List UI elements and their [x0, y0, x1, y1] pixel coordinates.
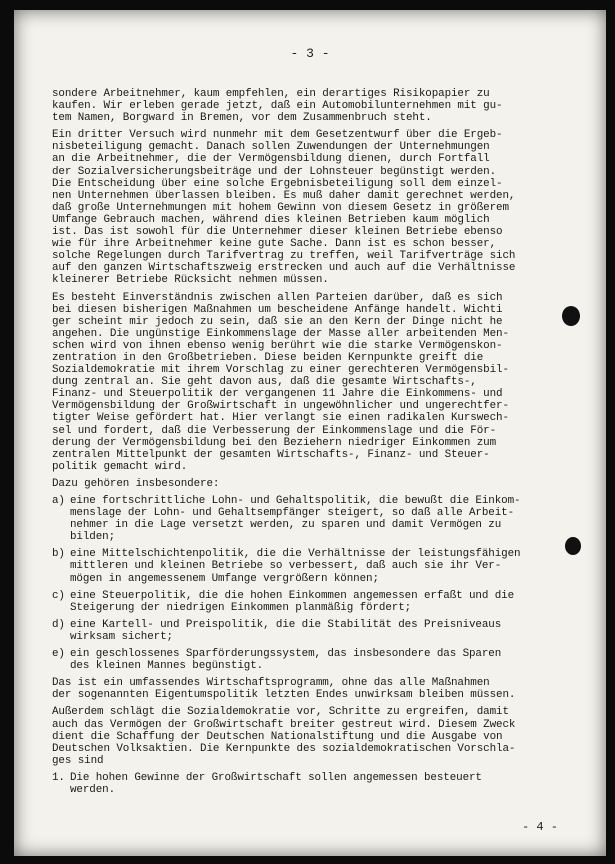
punch-hole-mark	[562, 306, 580, 326]
list-item-a	[52, 495, 588, 543]
page-number: - 3 -	[290, 46, 330, 61]
list-intro: Dazu gehören insbesondere:	[52, 477, 220, 490]
list-item-e	[52, 648, 588, 672]
punch-hole-mark	[565, 537, 581, 555]
list-item-text: eine Kartell- und Preispolitik, die die Stabilität des Preisniveaus wirksam sichert;	[70, 618, 502, 643]
paragraph-5: Außerdem schlägt die Sozialdemokratie vor, Schritte zu ergreifen, damit auch das Vermögen der Großwirtschaft breiter gestreut wird. Diesem Zweck dient die Schaffung der Deutschen Nationalstiftung und die Ausgabe von Deutschen Volksaktien. Die Kernpunkte des sozialdemokratischen Vorschla- ges sind	[52, 706, 516, 767]
list-item-b	[52, 548, 588, 584]
document-page	[14, 10, 606, 856]
list-marker: b)	[52, 548, 65, 561]
paragraph-3: Es besteht Einverständnis zwischen allen Parteien darüber, daß es sich bei diesen bisherigen Maßnahmen um bescheidene Anfänge handelt. Wichti ger scheint mir jedoch zu sein, daß sie an den Kern der Dinge nicht he angehen. Die ungünstige Einkommenslage der Masse aller arbeitenden Men- schen wird von ihnen ebenso wenig berührt wie die starke Vermögenskon- zentration in den Großbetrieben. Diese beiden Kernpunkte greift die Sozialdemokratie mit ihrem Vorschlag zu einer gerechteren Vermögensbil- dung zentral an. Sie geht davon aus, daß die gesamte Wirtschafts-, Finanz- und Steuerpolitik der vergangenen 11 Jahre die Einkommens- und Vermögensbildung der Großwirtschaft in ungewöhnlicher und ungerechtfer- tigter Weise gefördert hat. Hier verlangt sie einen radikalen Kurswech- sel und fordert, daß die Verbesserung der Einkommenslage und die För- derung der Vermögensbildung bei den Beziehern niedriger Einkommen zum zentralen Mittelpunkt der gesamten Wirtschafts-, Finanz- und Steuer- politik gemacht wird.	[52, 291, 509, 473]
list-marker: c)	[52, 589, 65, 602]
paragraph-2: Ein dritter Versuch wird nunmehr mit dem Gesetzentwurf über die Ergeb- nisbeteiligung gemacht. Danach sollen Zuwendungen der Unternehmungen an die Arbeitnehmer, die der Vermögensbildung dienen, durch Fortfall der Sozialversicherungsbeiträge und der Lohnsteuer begünstigt werden. Die Entscheidung über eine solche Ergebnisbeteiligung soll dem einzel- nen Unternehmen überlassen bleiben. Es muß daher damit gerechnet werden, daß große Unternehmungen mit hohem Gewinn von diesem Gesetz in größerem Umfange Gebrauch machen, während dies kleinen Betrieben kaum möglich ist. Das ist sowohl für die Unternehmer dieser kleinen Betriebe ebenso wie für ihre Arbeitnehmer keine gute Sache. Dann ist es schon besser, solche Regelungen durch Tarifvertrag zu treffen, weil Tarifverträge sich auf den ganzen Wirtschaftszweig erstrecken und auch auf die Verhältnisse kleinerer Betriebe Rücksicht nehmen müssen.	[52, 129, 516, 287]
document-body	[52, 88, 588, 801]
list-marker: 1.	[52, 771, 65, 784]
list-item-c	[52, 590, 588, 614]
list-item-text: Die hohen Gewinne der Großwirtschaft sollen angemessen besteuert werden.	[70, 771, 482, 796]
list-item-text: eine Mittelschichtenpolitik, die die Verhältnisse der leistungsfähigen mittleren und kleinen Betriebe so verbessert, daß auch sie ihr Ver- mögen in angemessenem Umfange vergrößern können;	[70, 548, 521, 585]
list-item-text: eine Steuerpolitik, die die hohen Einkommen angemessen erfaßt und die Steigerung der niedrigen Einkommen planmäßig fördert;	[70, 589, 515, 614]
list-marker: a)	[52, 495, 65, 507]
list-marker: d)	[52, 618, 65, 631]
list-item-text: ein geschlossenes Sparförderungssystem, das insbesondere das Sparen des kleinen Mannes begünstigt.	[70, 648, 502, 673]
next-page-marker: - 4 -	[521, 820, 558, 834]
paragraph-1: sondere Arbeitnehmer, kaum empfehlen, ein derartiges Risikopapier zu kaufen. Wir erleben gerade jetzt, daß ein Automobilunternehmen mit gu- tem Namen, Borgward in Bremen, vor dem Zusammenbruch steht.	[52, 88, 503, 125]
list-item-d	[52, 619, 588, 643]
list-marker: e)	[52, 648, 65, 661]
numbered-item-1	[52, 772, 588, 796]
list-item-text: eine fortschrittliche Lohn- und Gehaltspolitik, die bewußt die Einkom- menslage der Lohn- und Gehaltsempfänger steigert, so daß alle Arbeit- nehmer in die Lage versetzt werden, zu sparen und damit Vermögen zu bilden;	[70, 495, 521, 544]
paragraph-4: Das ist ein umfassendes Wirtschaftsprogramm, ohne das alle Maßnahmen der sogenannten Eigentumspolitik letzten Endes unwirksam bleiben müssen.	[52, 677, 516, 702]
